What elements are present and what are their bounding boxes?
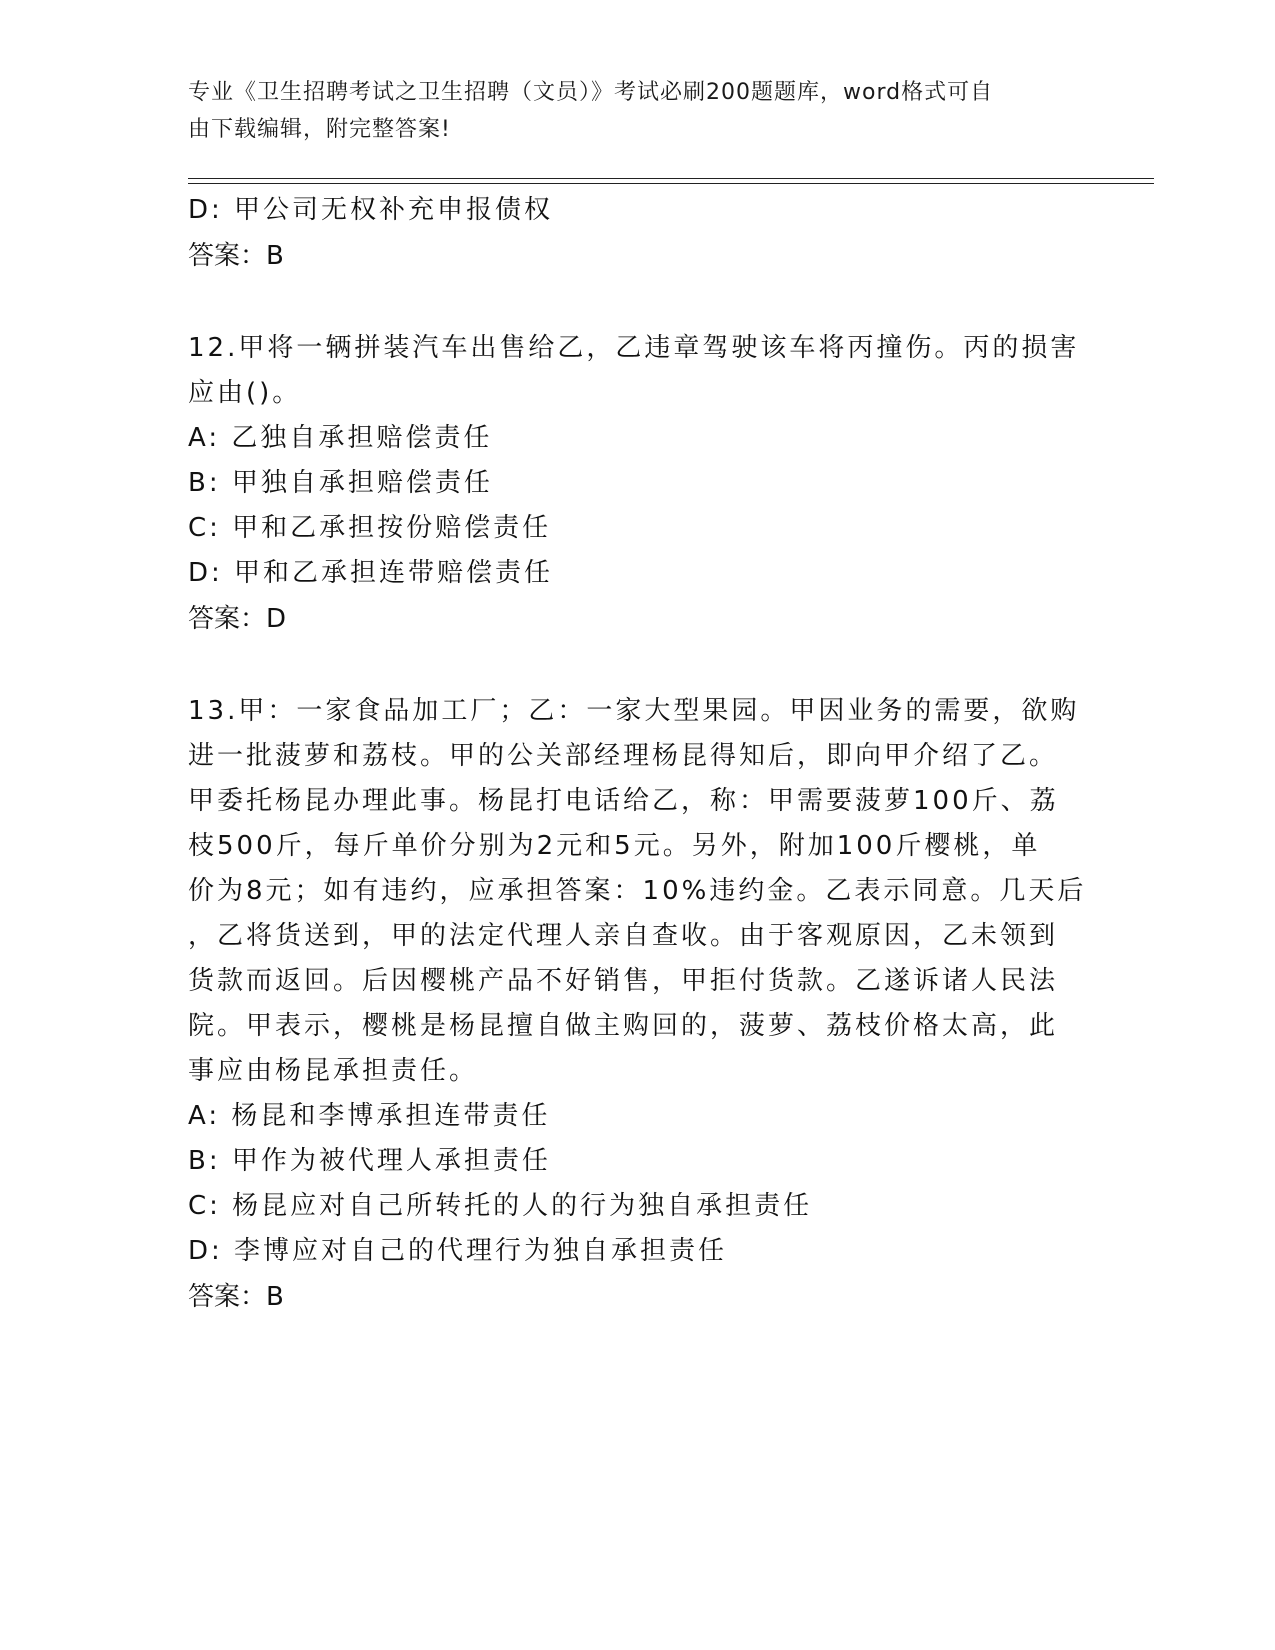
question-text-line: 院。甲表示，樱桃是杨昆擅自做主购回的，菠萝、荔枝价格太高，此 (188, 1011, 1059, 1041)
answer-line: 答案：B (188, 1282, 284, 1312)
answer-line: 答案：B (188, 241, 284, 271)
previous-question-tail (188, 188, 1068, 279)
option-a: A: 乙独自承担赔偿责任 (188, 423, 493, 453)
question-text-line: 进一批菠萝和荔枝。甲的公关部经理杨昆得知后，即向甲介绍了乙。 (188, 741, 1059, 771)
option-a: A: 杨昆和李博承担连带责任 (188, 1101, 551, 1131)
option-b: B: 甲独自承担赔偿责任 (188, 468, 493, 498)
question-text-line: 枝500斤，每斤单价分别为2元和5元。另外，附加100斤樱桃，单 (188, 831, 1041, 861)
option-b: B: 甲作为被代理人承担责任 (188, 1146, 551, 1176)
header-line-2: 由下载编辑，附完整答案! (188, 117, 451, 142)
question-13 (188, 689, 1087, 1320)
question-text-line: 事应由杨昆承担责任。 (188, 1056, 479, 1086)
header-divider-bottom (188, 183, 1154, 184)
question-text-line: 货款而返回。后因樱桃产品不好销售，甲拒付货款。乙遂诉诸人民法 (188, 966, 1059, 996)
question-text-line: 12.甲将一辆拼装汽车出售给乙，乙违章驾驶该车将丙撞伤。丙的损害 (188, 333, 1080, 363)
answer-line: 答案：D (188, 604, 287, 634)
question-text-line: ，乙将货送到，甲的法定代理人亲自查收。由于客观原因，乙未领到 (188, 921, 1059, 951)
option-d: D: 李博应对自己的代理行为独自承担责任 (188, 1236, 728, 1266)
option-c: C: 甲和乙承担按份赔偿责任 (188, 513, 552, 543)
question-text-line: 价为8元；如有违约，应承担答案：10%违约金。乙表示同意。几天后 (188, 876, 1087, 906)
option-d: D: 甲和乙承担连带赔偿责任 (188, 558, 554, 588)
option-d: D: 甲公司无权补充申报债权 (188, 195, 554, 225)
question-text (188, 689, 1087, 1094)
question-text-line: 13.甲：一家食品加工厂；乙：一家大型果园。甲因业务的需要，欲购 (188, 696, 1080, 726)
question-12 (188, 326, 1080, 642)
document-body (188, 188, 1087, 1320)
question-text (188, 326, 1080, 416)
document-header (188, 74, 1068, 148)
option-c: C: 杨昆应对自己所转托的人的行为独自承担责任 (188, 1191, 813, 1221)
header-divider-top (188, 178, 1154, 179)
question-text-line: 甲委托杨昆办理此事。杨昆打电话给乙，称：甲需要菠萝100斤、荔 (188, 786, 1059, 816)
header-line-1: 专业《卫生招聘考试之卫生招聘（文员）》考试必刷200题题库，word格式可自 (188, 80, 994, 105)
question-text-line: 应由()。 (188, 378, 302, 408)
